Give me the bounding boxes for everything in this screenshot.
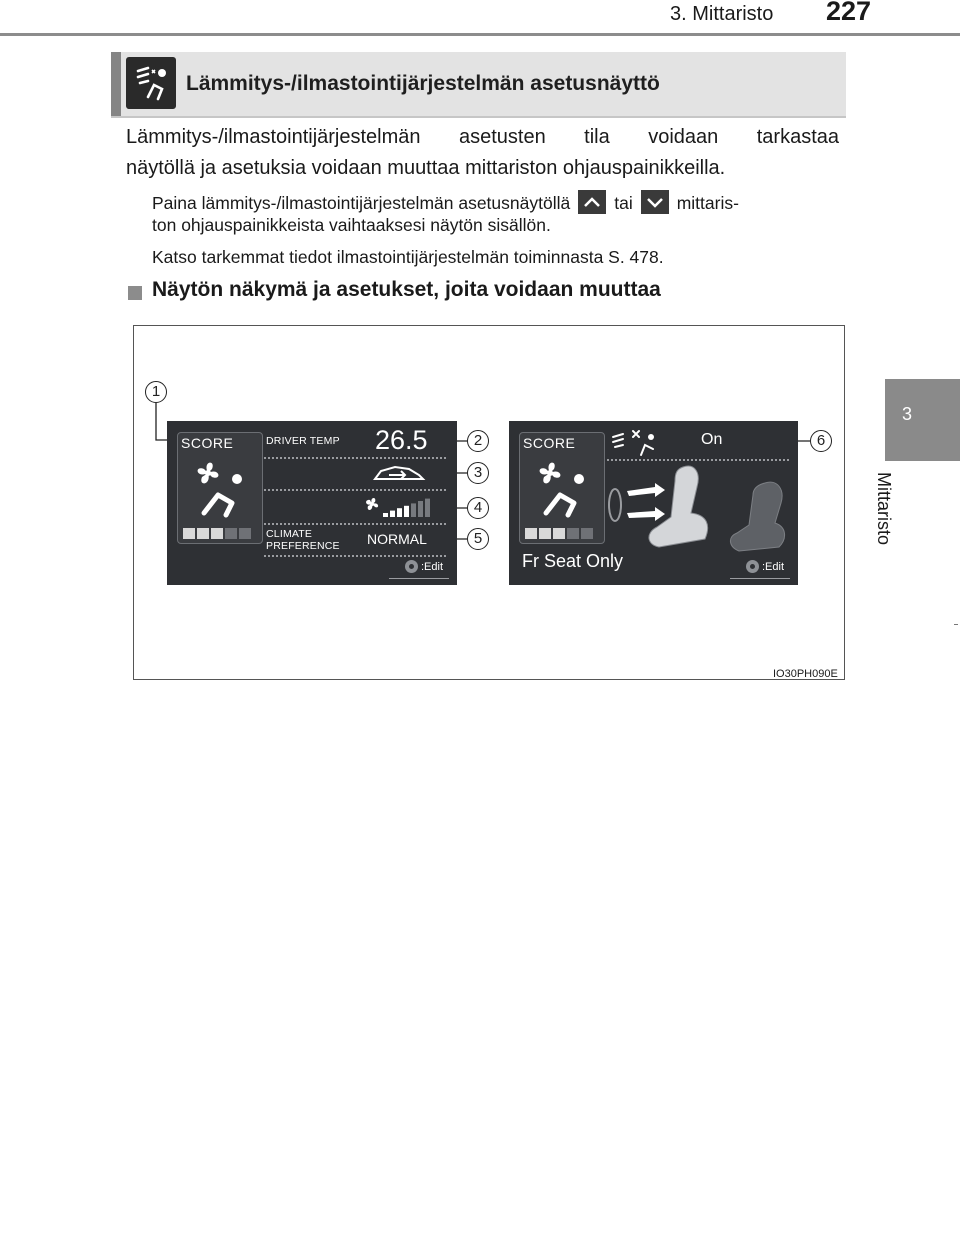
edit-underline xyxy=(730,578,790,579)
subheading: Näytön näkymä ja asetukset, joita voidaan muuttaa xyxy=(152,278,661,301)
callout-4: 4 xyxy=(467,497,489,519)
score-segment xyxy=(567,528,579,539)
climate-preference-label-2: PREFERENCE xyxy=(266,540,340,552)
chapter-tab-number: 3 xyxy=(901,404,912,424)
page-number: 227 xyxy=(826,0,872,26)
score-segment xyxy=(239,528,251,539)
score-label: SCORE xyxy=(523,435,576,451)
feature-status: On xyxy=(701,431,723,448)
knob-icon xyxy=(746,560,759,573)
fan-speed-indicator xyxy=(363,495,435,519)
score-segment xyxy=(225,528,237,539)
score-panel xyxy=(177,432,263,544)
fan-person-icon xyxy=(192,457,252,519)
instruction-line-2: ton ohjauspainikkeista vaihtaaksesi näytön sisällön. xyxy=(152,215,551,235)
fan-speed-bar xyxy=(411,503,416,517)
callout-2: 2 xyxy=(467,430,489,452)
divider xyxy=(264,555,448,557)
climate-settings-screen-right xyxy=(509,421,798,585)
callout-3: 3 xyxy=(467,462,489,484)
intro-paragraph-line-1: Lämmitys-/ilmastointijärjestelmän asetusten tila voidaan tarkastaa xyxy=(126,126,839,148)
figure-code: IO30PH090E xyxy=(773,668,838,680)
recirculation-car-icon xyxy=(371,461,427,487)
fan-speed-bar xyxy=(383,513,388,517)
score-segment xyxy=(539,528,551,539)
callout-1: 1 xyxy=(145,381,167,403)
concentrated-airflow-icon xyxy=(611,427,659,457)
score-segment xyxy=(525,528,537,539)
climate-preference-value: NORMAL xyxy=(367,531,427,547)
chapter-side-label-text: Mittaristo xyxy=(874,472,894,546)
divider xyxy=(264,489,448,491)
climate-preference-label-1: CLIMATE xyxy=(266,528,313,540)
score-level-bars xyxy=(525,526,595,544)
climate-settings-screen-left xyxy=(167,421,457,585)
score-segment xyxy=(211,528,223,539)
seats-airflow-illustration xyxy=(601,461,797,555)
driver-temp-value: 26.5 xyxy=(375,425,428,455)
seat-mode-label: Fr Seat Only xyxy=(522,551,624,571)
score-segment xyxy=(197,528,209,539)
fan-speed-bar xyxy=(397,508,402,517)
score-segment xyxy=(183,528,195,539)
callout-5: 5 xyxy=(467,528,489,550)
fan-speed-bar xyxy=(418,501,423,517)
chapter-title: 3. Mittaristo xyxy=(670,3,774,25)
instruction-text-a: Paina lämmitys-/ilmastointijärjestelmän asetusnäytöllä xyxy=(152,193,571,213)
edit-hint xyxy=(405,560,443,573)
driver-temp-label: DRIVER TEMP xyxy=(266,435,340,447)
edit-hint-text: :Edit xyxy=(761,561,784,573)
fan-speed-bar xyxy=(404,506,409,517)
section-title: Lämmitys-/ilmastointijärjestelmän asetusnäyttö xyxy=(186,72,660,95)
knob-icon xyxy=(405,560,418,573)
score-level-bars xyxy=(183,526,253,544)
instruction-text-b: tai xyxy=(614,193,633,213)
divider xyxy=(264,523,448,525)
edit-hint-text: :Edit xyxy=(420,561,443,573)
edit-hint xyxy=(746,560,784,573)
instruction-text-c: mittaris- xyxy=(676,193,739,213)
divider xyxy=(264,457,448,459)
score-panel xyxy=(519,432,605,544)
reference-note: Katso tarkemmat tiedot ilmastointijärjestelmän toiminnasta S. 478. xyxy=(152,247,664,267)
intro-paragraph-line-2: näytöllä ja asetuksia voidaan muuttaa mittariston ohjauspainikkeilla. xyxy=(126,157,726,179)
fan-speed-bar xyxy=(390,511,395,517)
score-segment xyxy=(553,528,565,539)
edit-underline xyxy=(389,578,449,579)
score-segment xyxy=(581,528,593,539)
callout-6: 6 xyxy=(810,430,832,452)
fan-speed-bar xyxy=(425,499,430,517)
score-label: SCORE xyxy=(181,435,234,451)
fan-person-icon xyxy=(534,457,594,519)
